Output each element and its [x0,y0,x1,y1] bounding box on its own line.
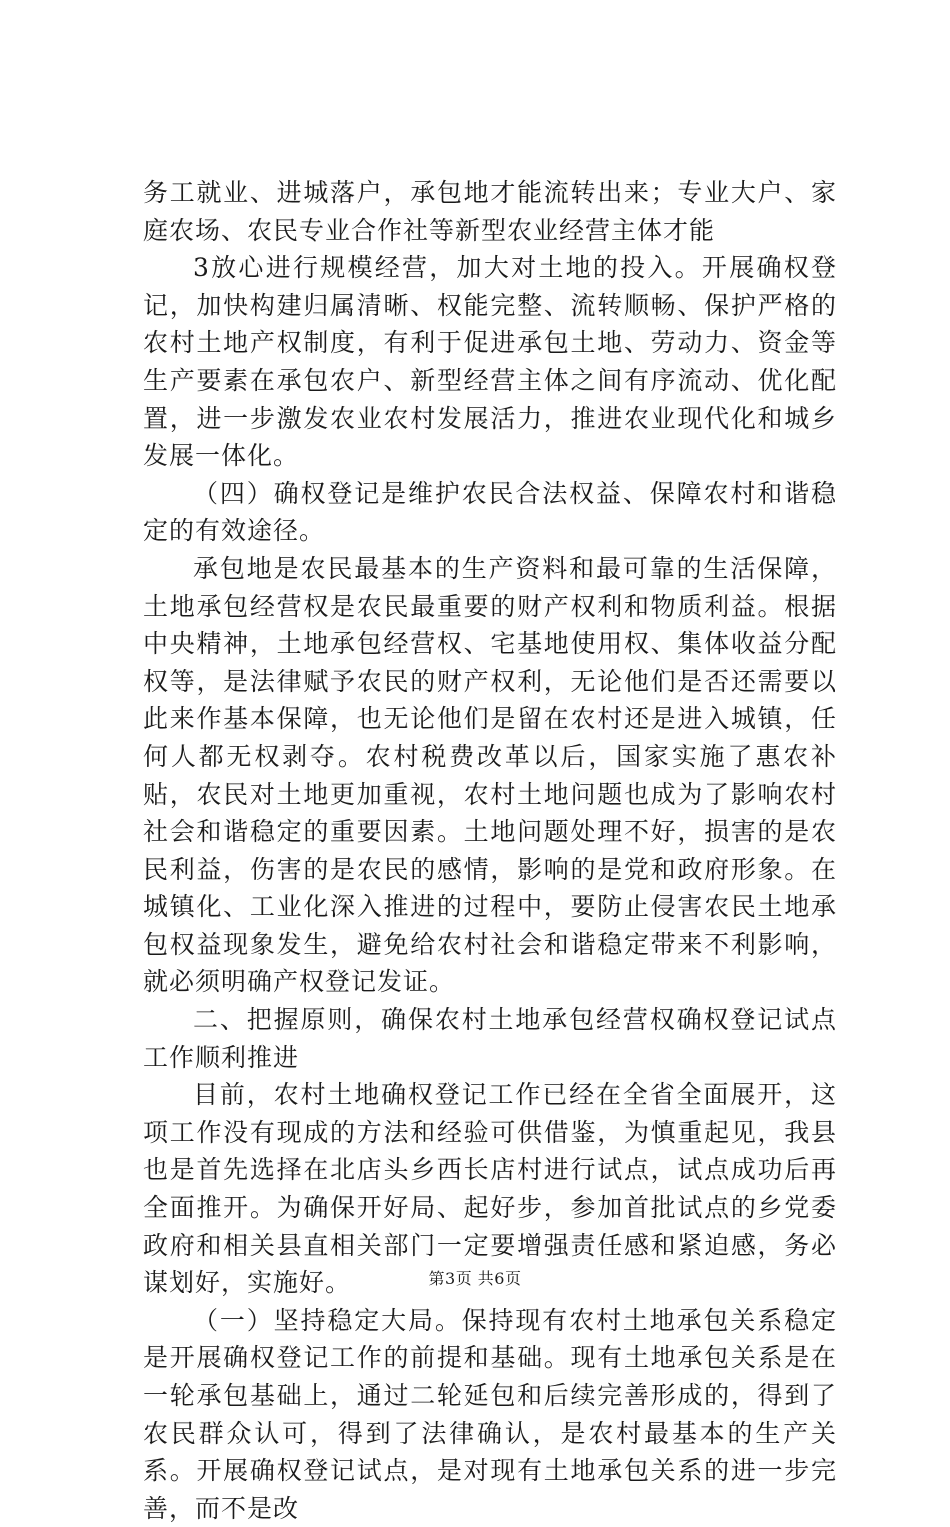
paragraph-4: 目前，农村土地确权登记工作已经在全省全面展开，这项工作没有现成的方法和经验可供借鉴，为慎重起见，我县也是首先选择在北店头乡西长店村进行试点，试点成功后再全面推开。为确保开好局、起好步，参加首批试点的乡党委政府和相关县直相关部门一定要增强责任感和紧迫感，务必谋划好，实施好。 [143,1080,837,1298]
paragraph-2: 3放心进行规模经营，加大对土地的投入。开展确权登记，加快构建归属清晰、权能完整、流转顺畅、保护严格的农村土地产权制度，有利于促进承包土地、劳动力、资金等生产要素在承包农户、新型经营主体之间有序流动、优化配置，进一步激发农业农村发展活力，推进农业现代化和城乡发展一体化。 [143,253,837,471]
document-body [143,174,837,1527]
page-number: 第3页 共6页 [428,1269,522,1288]
section-heading-2: 二、把握原则，确保农村土地承包经营权确权登记试点工作顺利推进 [143,1005,837,1072]
page-footer [0,1266,950,1289]
paragraph-5: （一）坚持稳定大局。保持现有农村土地承包关系稳定是开展确权登记工作的前提和基础。现有土地承包关系是在一轮承包基础上，通过二轮延包和后续完善形成的，得到了农民群众认可，得到了法律确认，是农村最基本的生产关系。开展确权登记试点，是对现有土地承包关系的进一步完善，而不是改 [143,1305,837,1523]
paragraph-1: 务工就业、进城落户，承包地才能流转出来；专业大户、家庭农场、农民专业合作社等新型农业经营主体才能 [143,178,837,245]
paragraph-3: 承包地是农民最基本的生产资料和最可靠的生活保障，土地承包经营权是农民最重要的财产权利和物质利益。根据中央精神，土地承包经营权、宅基地使用权、集体收益分配权等，是法律赋予农民的财产权利，无论他们是否还需要以此来作基本保障，也无论他们是留在农村还是进入城镇，任何人都无权剥夺。农村税费改革以后，国家实施了惠农补贴，农民对土地更加重视，农村土地问题也成为了影响农村社会和谐稳定的重要因素。土地问题处理不好，损害的是农民利益，伤害的是农民的感情，影响的是党和政府形象。在城镇化、工业化深入推进的过程中，要防止侵害农民土地承包权益现象发生，避免给农村社会和谐稳定带来不利影响，就必须明确产权登记发证。 [143,553,837,997]
section-heading-4: （四）确权登记是维护农民合法权益、保障农村和谐稳定的有效途径。 [143,478,837,546]
